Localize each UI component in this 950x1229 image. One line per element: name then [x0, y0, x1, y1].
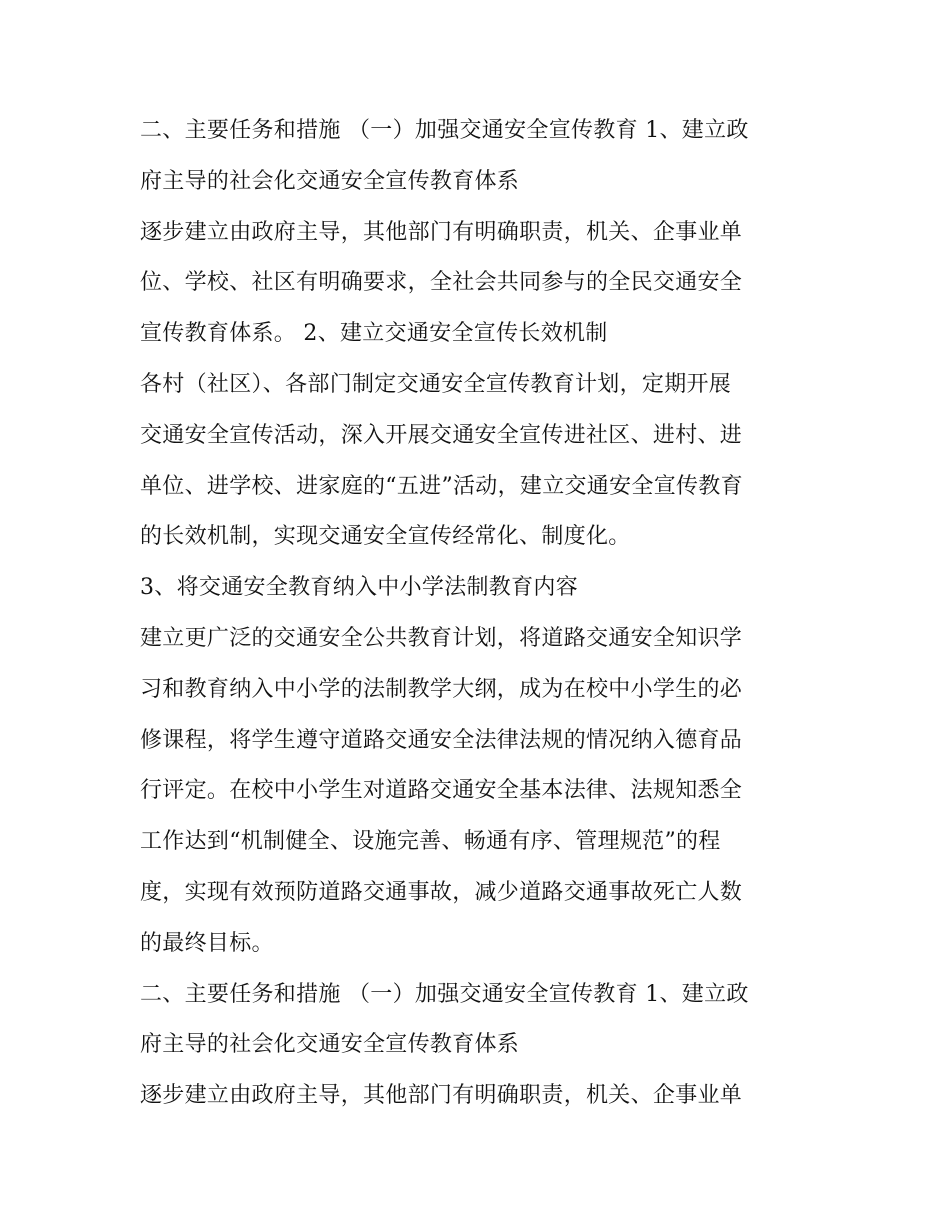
text-line-3: 逐步建立由政府主导，其他部门有明确职责，机关、企事业单 [140, 219, 743, 245]
text-line-2: 府主导的社会化交通安全宣传教育体系 [140, 168, 520, 194]
text-line-4: 位、学校、社区有明确要求，全社会共同参与的全民交通安全 [140, 270, 743, 296]
text-line-1: 二、主要任务和措施 （一）加强交通安全宣传教育 1、建立政 [140, 118, 749, 143]
text-line-17: 的最终目标。 [140, 930, 274, 956]
text-line-9: 的长效机制，实现交通安全宣传经常化、制度化。 [140, 524, 631, 550]
text-line-10: 3、将交通安全教育纳入中小学法制教育内容 [140, 575, 578, 601]
text-line-8: 单位、进学校、进家庭的“五进”活动，建立交通安全宣传教育 [140, 473, 743, 499]
text-line-5: 宣传教育体系。 2、建立交通安全宣传长效机制 [140, 321, 608, 347]
document-body [140, 106, 820, 1122]
text-line-6: 各村（社区）、各部门制定交通安全宣传教育计划，定期开展 [140, 371, 732, 397]
text-line-12: 习和教育纳入中小学的法制教学大纲，成为在校中小学生的必 [140, 676, 743, 702]
text-line-13: 修课程，将学生遵守道路交通安全法律法规的情况纳入德育品 [140, 727, 743, 753]
text-line-7: 交通安全宣传活动，深入开展交通安全宣传进社区、进村、进 [140, 422, 743, 448]
text-line-16: 度，实现有效预防道路交通事故，减少道路交通事故死亡人数 [140, 879, 743, 905]
text-line-11: 建立更广泛的交通安全公共教育计划，将道路交通安全知识学 [140, 625, 743, 651]
text-line-15: 工作达到“机制健全、设施完善、畅通有序、管理规范”的程 [140, 829, 721, 855]
text-line-20: 逐步建立由政府主导，其他部门有明确职责，机关、企事业单 [140, 1083, 743, 1109]
text-line-19: 府主导的社会化交通安全宣传教育体系 [140, 1032, 520, 1058]
text-line-18: 二、主要任务和措施 （一）加强交通安全宣传教育 1、建立政 [140, 981, 749, 1007]
text-line-14: 行评定。在校中小学生对道路交通安全基本法律、法规知悉全 [140, 778, 743, 804]
